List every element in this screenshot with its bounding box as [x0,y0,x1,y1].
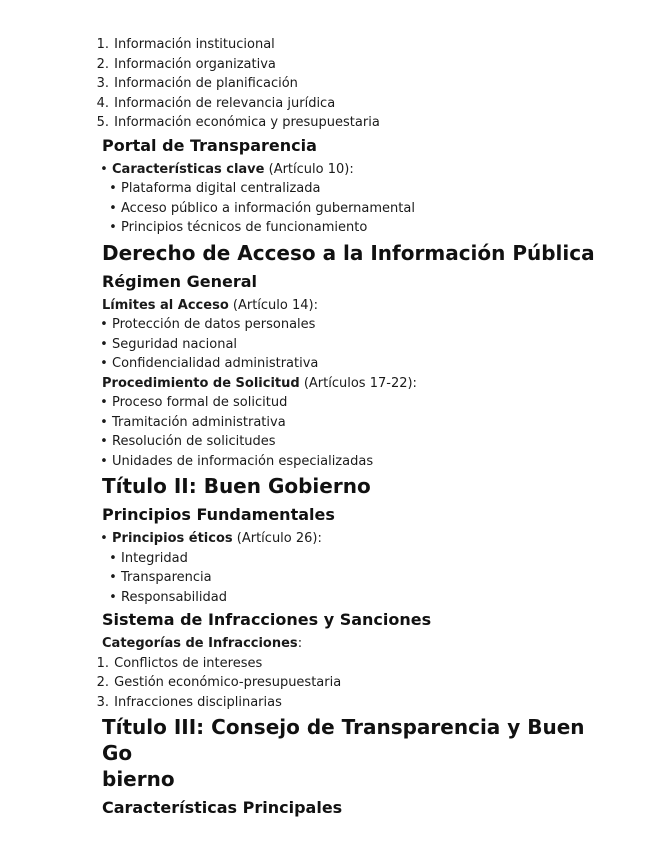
list-item: 3. Infracciones disciplinarias [96,694,282,710]
portal-heading: Portal de Transparencia [102,135,317,155]
list-item: • Resolución de solicitudes [100,434,276,449]
list-item: 3. Información de planificación [96,76,298,91]
list-item: 2. Información organizativa [96,56,276,72]
list-item: • Protección de datos personales [100,317,316,332]
list-item: • Integridad [109,550,188,566]
list-item: 2. Gestión económico-presupuestaria [96,675,342,690]
gobierno-heading: Título II: Buen Gobierno [102,474,371,498]
acceso-heading: Derecho de Acceso a la Información Pública [102,240,595,265]
cat-list [93,654,595,713]
eth-line: • Principios éticos (Artículo 26): [100,531,322,546]
list-item: • Transparencia [109,570,212,585]
list-item: 1. Conflictos de intereses [96,655,263,671]
list-item: • Acceso público a información gubernamental [109,200,415,216]
cat-lead: Categorías de Infracciones: [102,636,303,651]
consejo-heading [102,714,595,792]
sistema-heading: Sistema de Infracciones y Sanciones [102,610,432,629]
portal-key-line: • Características clave (Artículo 10): [100,161,354,177]
caracteristicas-heading: Características Principales [102,798,343,817]
list-item: • Proceso formal de solicitud [100,395,288,410]
consejo-heading-line1: Título III: Consejo de Transparencia y Buen Go [102,715,585,765]
list-item: • Principios técnicos de funcionamiento [109,220,368,235]
list-item: • Seguridad nacional [100,336,238,352]
list-item: • Unidades de información especializadas [100,453,374,469]
regimen-heading: Régimen General [102,271,257,291]
limits-lead: Límites al Acceso (Artículo 14): [102,297,318,313]
proc-lead: Procedimiento de Solicitud (Artículos 17-22): [102,375,417,391]
list-item: 1. Información institucional [96,37,275,52]
list-item: • Responsabilidad [109,589,227,605]
list-item: 4. Información de relevancia jurídica [96,95,336,111]
principios-heading: Principios Fundamentales [102,505,335,524]
list-item: • Confidencialidad administrativa [100,356,319,371]
list-item: • Tramitación administrativa [100,414,286,430]
info-list [93,35,595,133]
list-item: • Plataforma digital centralizada [109,181,321,196]
consejo-heading-line2: bierno [102,767,175,791]
list-item: 5. Información económica y presupuestaria [96,115,380,130]
